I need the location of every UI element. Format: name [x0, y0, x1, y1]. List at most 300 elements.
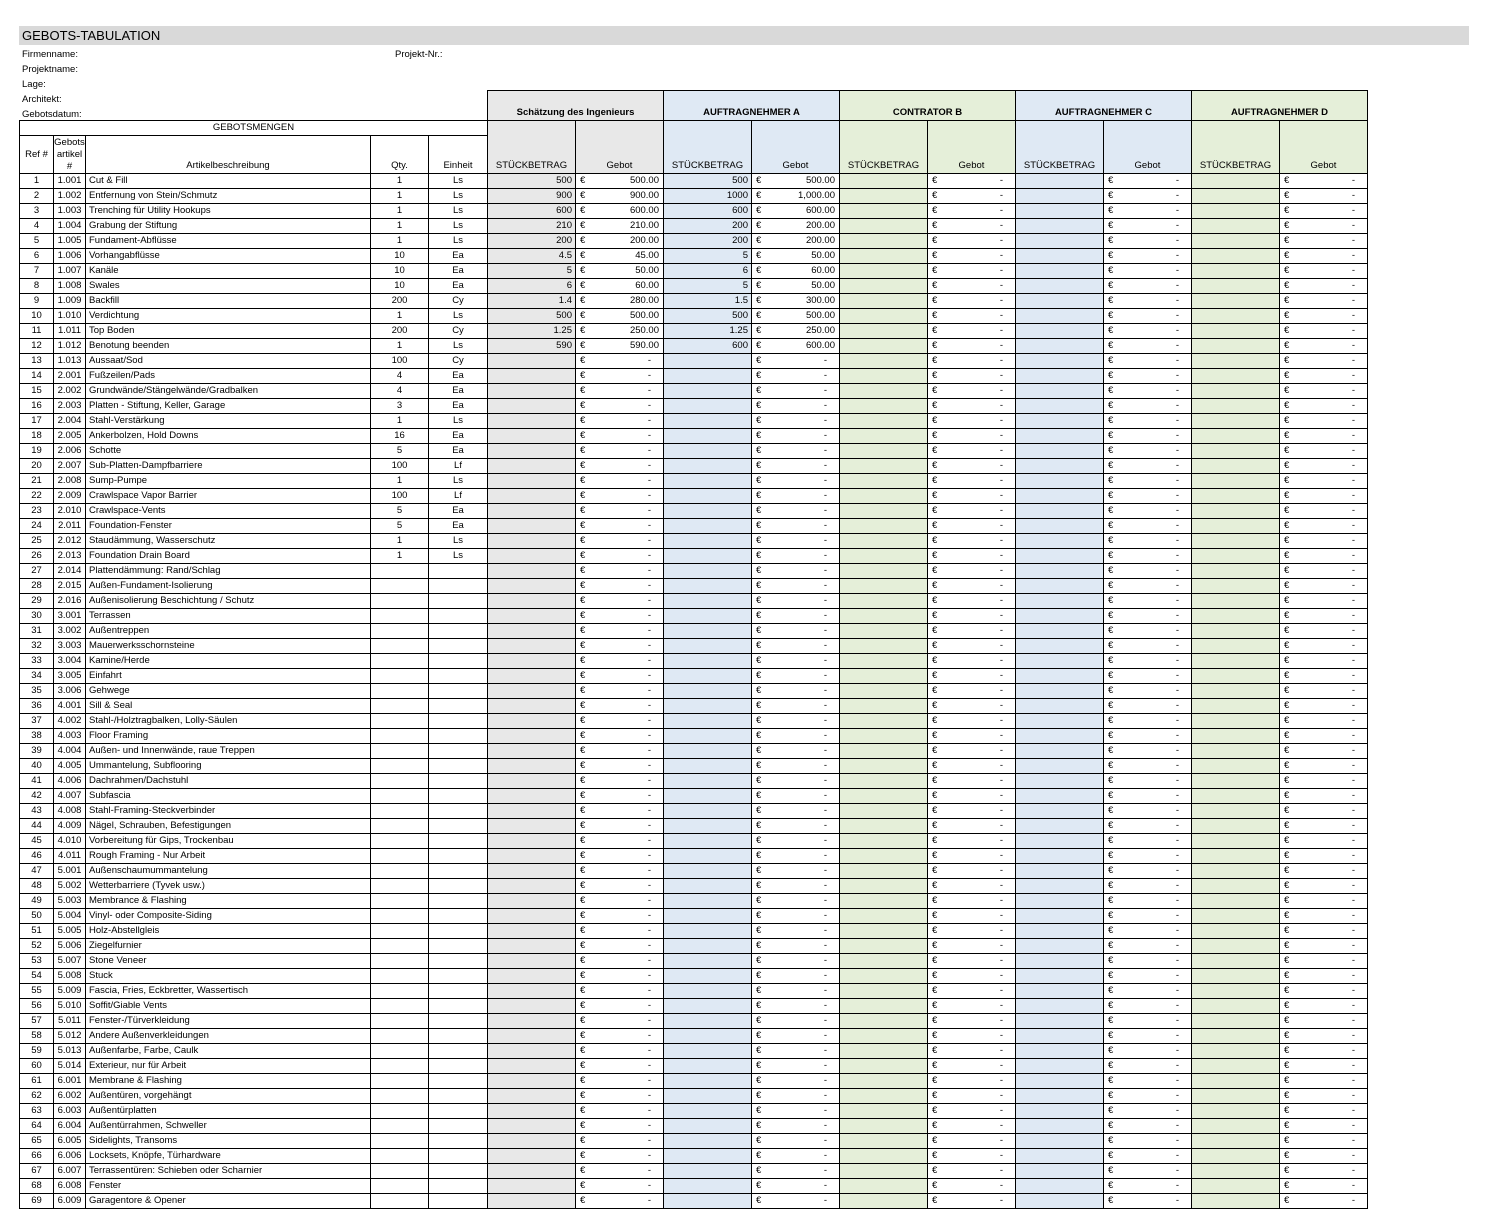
contractor-a-bid-cell[interactable]	[752, 1134, 840, 1149]
contractor-c-unit-price-cell[interactable]	[1016, 669, 1104, 684]
contractor-b-bid-cell[interactable]	[928, 324, 1016, 339]
item-no-cell[interactable]: 5.009	[54, 984, 86, 999]
contractor-b-bid-cell[interactable]	[928, 1119, 1016, 1134]
contractor-d-bid-cell[interactable]	[1280, 1149, 1368, 1164]
contractor-b-unit-price-cell[interactable]	[840, 1044, 928, 1059]
engineer-unit-price-cell[interactable]	[488, 1014, 576, 1029]
ref-cell[interactable]: 49	[20, 894, 54, 909]
contractor-a-unit-price-cell[interactable]	[664, 504, 752, 519]
ref-cell[interactable]: 7	[20, 264, 54, 279]
contractor-d-unit-price-cell[interactable]	[1192, 414, 1280, 429]
contractor-c-bid-cell[interactable]	[1104, 999, 1192, 1014]
unit-cell[interactable]	[429, 1014, 488, 1029]
contractor-c-bid-cell[interactable]	[1104, 564, 1192, 579]
contractor-a-bid-cell[interactable]	[752, 1194, 840, 1209]
contractor-b-bid-cell[interactable]	[928, 489, 1016, 504]
unit-cell[interactable]	[429, 1104, 488, 1119]
ref-cell[interactable]: 9	[20, 294, 54, 309]
unit-cell[interactable]	[429, 564, 488, 579]
contractor-d-bid-cell[interactable]	[1280, 189, 1368, 204]
contractor-b-unit-price-cell[interactable]	[840, 294, 928, 309]
contractor-a-bid-cell[interactable]	[752, 909, 840, 924]
unit-cell[interactable]: Cy	[429, 324, 488, 339]
contractor-c-unit-price-cell[interactable]	[1016, 594, 1104, 609]
contractor-d-unit-price-cell[interactable]	[1192, 309, 1280, 324]
contractor-a-unit-price-cell[interactable]	[664, 459, 752, 474]
contractor-c-bid-cell[interactable]	[1104, 189, 1192, 204]
contractor-c-bid-cell[interactable]	[1104, 1134, 1192, 1149]
unit-cell[interactable]: Ea	[429, 369, 488, 384]
ref-cell[interactable]: 28	[20, 579, 54, 594]
contractor-a-unit-price-cell[interactable]	[664, 369, 752, 384]
contractor-c-bid-cell[interactable]	[1104, 399, 1192, 414]
engineer-bid-cell[interactable]	[576, 594, 664, 609]
contractor-c-bid-cell[interactable]	[1104, 534, 1192, 549]
engineer-unit-price-cell[interactable]	[488, 1089, 576, 1104]
unit-cell[interactable]	[429, 699, 488, 714]
contractor-d-unit-price-cell[interactable]	[1192, 999, 1280, 1014]
description-cell[interactable]: Außen-Fundament-Isolierung	[86, 579, 371, 594]
contractor-b-bid-cell[interactable]	[928, 369, 1016, 384]
contractor-c-bid-cell[interactable]	[1104, 249, 1192, 264]
contractor-b-bid-cell[interactable]	[928, 1164, 1016, 1179]
description-cell[interactable]: Platten - Stiftung, Keller, Garage	[86, 399, 371, 414]
contractor-a-unit-price-cell[interactable]: 200	[664, 234, 752, 249]
contractor-c-unit-price-cell[interactable]	[1016, 324, 1104, 339]
contractor-c-bid-cell[interactable]	[1104, 894, 1192, 909]
engineer-bid-cell[interactable]	[576, 729, 664, 744]
contractor-d-bid-cell[interactable]	[1280, 429, 1368, 444]
engineer-unit-price-cell[interactable]	[488, 804, 576, 819]
contractor-b-bid-cell[interactable]	[928, 654, 1016, 669]
contractor-b-bid-cell[interactable]	[928, 924, 1016, 939]
qty-cell[interactable]: 1	[371, 219, 429, 234]
contractor-d-bid-cell[interactable]	[1280, 1089, 1368, 1104]
ref-cell[interactable]: 21	[20, 474, 54, 489]
engineer-bid-cell[interactable]	[576, 459, 664, 474]
contractor-b-bid-cell[interactable]	[928, 414, 1016, 429]
contractor-b-unit-price-cell[interactable]	[840, 594, 928, 609]
contractor-d-unit-price-cell[interactable]	[1192, 1089, 1280, 1104]
contractor-b-bid-cell[interactable]	[928, 429, 1016, 444]
contractor-a-unit-price-cell[interactable]	[664, 549, 752, 564]
item-no-cell[interactable]: 6.004	[54, 1119, 86, 1134]
contractor-c-bid-cell[interactable]	[1104, 1119, 1192, 1134]
contractor-b-bid-cell[interactable]	[928, 279, 1016, 294]
unit-cell[interactable]: Ea	[429, 384, 488, 399]
contractor-a-bid-cell[interactable]	[752, 489, 840, 504]
engineer-bid-cell[interactable]	[576, 399, 664, 414]
contractor-c-unit-price-cell[interactable]	[1016, 1194, 1104, 1209]
contractor-c-unit-price-cell[interactable]	[1016, 264, 1104, 279]
contractor-b-unit-price-cell[interactable]	[840, 669, 928, 684]
contractor-d-unit-price-cell[interactable]	[1192, 354, 1280, 369]
unit-cell[interactable]	[429, 879, 488, 894]
contractor-b-bid-cell[interactable]	[928, 384, 1016, 399]
qty-cell[interactable]: 1	[371, 234, 429, 249]
description-cell[interactable]: Foundation Drain Board	[86, 549, 371, 564]
contractor-d-unit-price-cell[interactable]	[1192, 549, 1280, 564]
unit-cell[interactable]: Ea	[429, 444, 488, 459]
unit-cell[interactable]	[429, 894, 488, 909]
unit-cell[interactable]	[429, 1134, 488, 1149]
contractor-d-bid-cell[interactable]	[1280, 444, 1368, 459]
contractor-d-unit-price-cell[interactable]	[1192, 879, 1280, 894]
contractor-c-unit-price-cell[interactable]	[1016, 1029, 1104, 1044]
contractor-d-bid-cell[interactable]	[1280, 909, 1368, 924]
engineer-unit-price-cell[interactable]	[488, 879, 576, 894]
item-no-cell[interactable]: 4.010	[54, 834, 86, 849]
engineer-bid-cell[interactable]	[576, 1104, 664, 1119]
contractor-c-bid-cell[interactable]	[1104, 639, 1192, 654]
contractor-c-unit-price-cell[interactable]	[1016, 294, 1104, 309]
item-no-cell[interactable]: 1.001	[54, 174, 86, 189]
contractor-b-unit-price-cell[interactable]	[840, 1014, 928, 1029]
description-cell[interactable]: Dachrahmen/Dachstuhl	[86, 774, 371, 789]
contractor-c-bid-cell[interactable]	[1104, 789, 1192, 804]
contractor-b-bid-cell[interactable]	[928, 1029, 1016, 1044]
contractor-d-bid-cell[interactable]	[1280, 414, 1368, 429]
contractor-b-unit-price-cell[interactable]	[840, 369, 928, 384]
engineer-bid-cell[interactable]	[576, 339, 664, 354]
contractor-a-bid-cell[interactable]	[752, 1104, 840, 1119]
contractor-a-unit-price-cell[interactable]: 600	[664, 339, 752, 354]
engineer-bid-cell[interactable]	[576, 789, 664, 804]
engineer-unit-price-cell[interactable]	[488, 1194, 576, 1209]
ref-cell[interactable]: 33	[20, 654, 54, 669]
unit-cell[interactable]	[429, 1179, 488, 1194]
qty-cell[interactable]	[371, 609, 429, 624]
ref-cell[interactable]: 16	[20, 399, 54, 414]
contractor-d-bid-cell[interactable]	[1280, 984, 1368, 999]
qty-cell[interactable]	[371, 939, 429, 954]
contractor-d-bid-cell[interactable]	[1280, 219, 1368, 234]
contractor-d-bid-cell[interactable]	[1280, 954, 1368, 969]
unit-cell[interactable]	[429, 864, 488, 879]
contractor-d-bid-cell[interactable]	[1280, 1104, 1368, 1119]
engineer-bid-cell[interactable]	[576, 639, 664, 654]
contractor-a-bid-cell[interactable]	[752, 924, 840, 939]
contractor-c-unit-price-cell[interactable]	[1016, 969, 1104, 984]
description-cell[interactable]: Nägel, Schrauben, Befestigungen	[86, 819, 371, 834]
contractor-a-unit-price-cell[interactable]	[664, 444, 752, 459]
contractor-c-bid-cell[interactable]	[1104, 474, 1192, 489]
contractor-c-unit-price-cell[interactable]	[1016, 879, 1104, 894]
qty-cell[interactable]	[371, 849, 429, 864]
contractor-b-bid-cell[interactable]	[928, 594, 1016, 609]
contractor-a-unit-price-cell[interactable]	[664, 609, 752, 624]
qty-cell[interactable]	[371, 1044, 429, 1059]
contractor-c-unit-price-cell[interactable]	[1016, 384, 1104, 399]
contractor-a-unit-price-cell[interactable]	[664, 414, 752, 429]
item-no-cell[interactable]: 2.005	[54, 429, 86, 444]
engineer-unit-price-cell[interactable]: 6	[488, 279, 576, 294]
contractor-b-bid-cell[interactable]	[928, 609, 1016, 624]
contractor-d-bid-cell[interactable]	[1280, 174, 1368, 189]
contractor-d-unit-price-cell[interactable]	[1192, 264, 1280, 279]
contractor-a-unit-price-cell[interactable]	[664, 474, 752, 489]
item-no-cell[interactable]: 4.007	[54, 789, 86, 804]
contractor-b-bid-cell[interactable]	[928, 264, 1016, 279]
ref-cell[interactable]: 62	[20, 1089, 54, 1104]
contractor-a-bid-cell[interactable]	[752, 309, 840, 324]
description-cell[interactable]: Andere Außenverkleidungen	[86, 1029, 371, 1044]
contractor-a-bid-cell[interactable]	[752, 1149, 840, 1164]
item-no-cell[interactable]: 5.014	[54, 1059, 86, 1074]
unit-cell[interactable]	[429, 1119, 488, 1134]
contractor-a-unit-price-cell[interactable]	[664, 354, 752, 369]
contractor-d-unit-price-cell[interactable]	[1192, 1014, 1280, 1029]
contractor-c-bid-cell[interactable]	[1104, 879, 1192, 894]
contractor-a-bid-cell[interactable]	[752, 1029, 840, 1044]
contractor-a-bid-cell[interactable]	[752, 264, 840, 279]
ref-cell[interactable]: 61	[20, 1074, 54, 1089]
contractor-c-bid-cell[interactable]	[1104, 1089, 1192, 1104]
engineer-unit-price-cell[interactable]	[488, 519, 576, 534]
contractor-c-bid-cell[interactable]	[1104, 519, 1192, 534]
engineer-unit-price-cell[interactable]: 590	[488, 339, 576, 354]
ref-cell[interactable]: 54	[20, 969, 54, 984]
contractor-d-bid-cell[interactable]	[1280, 324, 1368, 339]
ref-cell[interactable]: 23	[20, 504, 54, 519]
contractor-c-bid-cell[interactable]	[1104, 594, 1192, 609]
qty-cell[interactable]	[371, 999, 429, 1014]
ref-cell[interactable]: 30	[20, 609, 54, 624]
contractor-d-unit-price-cell[interactable]	[1192, 774, 1280, 789]
item-no-cell[interactable]: 5.007	[54, 954, 86, 969]
item-no-cell[interactable]: 4.009	[54, 819, 86, 834]
engineer-unit-price-cell[interactable]	[488, 894, 576, 909]
contractor-a-unit-price-cell[interactable]	[664, 894, 752, 909]
engineer-bid-cell[interactable]	[576, 609, 664, 624]
contractor-c-bid-cell[interactable]	[1104, 1164, 1192, 1179]
contractor-a-bid-cell[interactable]	[752, 1164, 840, 1179]
contractor-d-unit-price-cell[interactable]	[1192, 234, 1280, 249]
contractor-c-unit-price-cell[interactable]	[1016, 279, 1104, 294]
engineer-unit-price-cell[interactable]	[488, 1074, 576, 1089]
engineer-unit-price-cell[interactable]	[488, 789, 576, 804]
description-cell[interactable]: Ziegelfurnier	[86, 939, 371, 954]
contractor-c-unit-price-cell[interactable]	[1016, 744, 1104, 759]
contractor-a-unit-price-cell[interactable]: 500	[664, 309, 752, 324]
contractor-a-unit-price-cell[interactable]	[664, 1074, 752, 1089]
contractor-c-unit-price-cell[interactable]	[1016, 519, 1104, 534]
engineer-unit-price-cell[interactable]	[488, 654, 576, 669]
description-cell[interactable]: Terrassentüren: Schieben oder Scharnier	[86, 1164, 371, 1179]
contractor-a-unit-price-cell[interactable]	[664, 1194, 752, 1209]
engineer-unit-price-cell[interactable]: 500	[488, 309, 576, 324]
ref-cell[interactable]: 68	[20, 1179, 54, 1194]
contractor-c-unit-price-cell[interactable]	[1016, 939, 1104, 954]
contractor-b-unit-price-cell[interactable]	[840, 204, 928, 219]
engineer-unit-price-cell[interactable]	[488, 1029, 576, 1044]
contractor-a-bid-cell[interactable]	[752, 849, 840, 864]
contractor-c-bid-cell[interactable]	[1104, 1074, 1192, 1089]
contractor-c-unit-price-cell[interactable]	[1016, 834, 1104, 849]
engineer-unit-price-cell[interactable]	[488, 354, 576, 369]
description-cell[interactable]: Garagentore & Opener	[86, 1194, 371, 1209]
contractor-b-unit-price-cell[interactable]	[840, 519, 928, 534]
contractor-b-bid-cell[interactable]	[928, 1134, 1016, 1149]
contractor-a-unit-price-cell[interactable]	[664, 759, 752, 774]
qty-cell[interactable]	[371, 624, 429, 639]
contractor-d-bid-cell[interactable]	[1280, 309, 1368, 324]
contractor-a-unit-price-cell[interactable]	[664, 1179, 752, 1194]
contractor-a-unit-price-cell[interactable]	[664, 624, 752, 639]
contractor-d-bid-cell[interactable]	[1280, 849, 1368, 864]
item-no-cell[interactable]: 2.014	[54, 564, 86, 579]
contractor-b-bid-cell[interactable]	[928, 744, 1016, 759]
contractor-a-unit-price-cell[interactable]: 5	[664, 249, 752, 264]
contractor-a-unit-price-cell[interactable]: 1000	[664, 189, 752, 204]
contractor-b-bid-cell[interactable]	[928, 354, 1016, 369]
unit-cell[interactable]	[429, 654, 488, 669]
contractor-c-unit-price-cell[interactable]	[1016, 654, 1104, 669]
ref-cell[interactable]: 11	[20, 324, 54, 339]
engineer-unit-price-cell[interactable]	[488, 714, 576, 729]
contractor-d-unit-price-cell[interactable]	[1192, 624, 1280, 639]
contractor-a-bid-cell[interactable]	[752, 324, 840, 339]
engineer-bid-cell[interactable]	[576, 189, 664, 204]
contractor-d-bid-cell[interactable]	[1280, 1014, 1368, 1029]
contractor-d-bid-cell[interactable]	[1280, 864, 1368, 879]
contractor-c-unit-price-cell[interactable]	[1016, 1149, 1104, 1164]
contractor-c-unit-price-cell[interactable]	[1016, 444, 1104, 459]
engineer-unit-price-cell[interactable]	[488, 954, 576, 969]
ref-cell[interactable]: 35	[20, 684, 54, 699]
contractor-b-bid-cell[interactable]	[928, 804, 1016, 819]
contractor-b-bid-cell[interactable]	[928, 819, 1016, 834]
contractor-a-unit-price-cell[interactable]	[664, 579, 752, 594]
contractor-d-unit-price-cell[interactable]	[1192, 669, 1280, 684]
qty-cell[interactable]: 200	[371, 294, 429, 309]
ref-cell[interactable]: 17	[20, 414, 54, 429]
item-no-cell[interactable]: 5.006	[54, 939, 86, 954]
qty-cell[interactable]: 100	[371, 459, 429, 474]
contractor-b-bid-cell[interactable]	[928, 684, 1016, 699]
contractor-a-bid-cell[interactable]	[752, 744, 840, 759]
contractor-a-unit-price-cell[interactable]	[664, 1119, 752, 1134]
unit-cell[interactable]	[429, 1074, 488, 1089]
contractor-a-unit-price-cell[interactable]	[664, 684, 752, 699]
contractor-b-bid-cell[interactable]	[928, 1149, 1016, 1164]
contractor-b-unit-price-cell[interactable]	[840, 894, 928, 909]
description-cell[interactable]: Ummantelung, Subflooring	[86, 759, 371, 774]
item-no-cell[interactable]: 2.004	[54, 414, 86, 429]
engineer-unit-price-cell[interactable]: 1.25	[488, 324, 576, 339]
qty-cell[interactable]	[371, 1179, 429, 1194]
contractor-c-unit-price-cell[interactable]	[1016, 1119, 1104, 1134]
qty-cell[interactable]	[371, 1134, 429, 1149]
contractor-a-unit-price-cell[interactable]	[664, 699, 752, 714]
contractor-d-bid-cell[interactable]	[1280, 969, 1368, 984]
contractor-a-bid-cell[interactable]	[752, 474, 840, 489]
unit-cell[interactable]: Lf	[429, 489, 488, 504]
unit-cell[interactable]: Ea	[429, 249, 488, 264]
ref-cell[interactable]: 1	[20, 174, 54, 189]
item-no-cell[interactable]: 2.015	[54, 579, 86, 594]
item-no-cell[interactable]: 2.012	[54, 534, 86, 549]
contractor-d-bid-cell[interactable]	[1280, 474, 1368, 489]
description-cell[interactable]: Fenster-/Türverkleidung	[86, 1014, 371, 1029]
engineer-bid-cell[interactable]	[576, 804, 664, 819]
ref-cell[interactable]: 2	[20, 189, 54, 204]
contractor-b-unit-price-cell[interactable]	[840, 1089, 928, 1104]
contractor-a-unit-price-cell[interactable]	[664, 729, 752, 744]
contractor-b-unit-price-cell[interactable]	[840, 234, 928, 249]
engineer-unit-price-cell[interactable]: 4.5	[488, 249, 576, 264]
unit-cell[interactable]	[429, 744, 488, 759]
description-cell[interactable]: Einfahrt	[86, 669, 371, 684]
contractor-a-bid-cell[interactable]	[752, 219, 840, 234]
contractor-a-bid-cell[interactable]	[752, 759, 840, 774]
ref-cell[interactable]: 63	[20, 1104, 54, 1119]
qty-cell[interactable]: 10	[371, 279, 429, 294]
engineer-bid-cell[interactable]	[576, 1044, 664, 1059]
contractor-d-unit-price-cell[interactable]	[1192, 939, 1280, 954]
contractor-d-unit-price-cell[interactable]	[1192, 594, 1280, 609]
engineer-bid-cell[interactable]	[576, 429, 664, 444]
engineer-bid-cell[interactable]	[576, 369, 664, 384]
contractor-a-bid-cell[interactable]	[752, 549, 840, 564]
contractor-b-unit-price-cell[interactable]	[840, 249, 928, 264]
contractor-b-unit-price-cell[interactable]	[840, 1164, 928, 1179]
unit-cell[interactable]	[429, 999, 488, 1014]
engineer-unit-price-cell[interactable]	[488, 969, 576, 984]
engineer-bid-cell[interactable]	[576, 519, 664, 534]
engineer-bid-cell[interactable]	[576, 909, 664, 924]
contractor-c-bid-cell[interactable]	[1104, 504, 1192, 519]
item-no-cell[interactable]: 3.004	[54, 654, 86, 669]
contractor-a-bid-cell[interactable]	[752, 819, 840, 834]
contractor-a-bid-cell[interactable]	[752, 189, 840, 204]
contractor-d-unit-price-cell[interactable]	[1192, 1194, 1280, 1209]
contractor-d-unit-price-cell[interactable]	[1192, 174, 1280, 189]
contractor-d-bid-cell[interactable]	[1280, 294, 1368, 309]
description-cell[interactable]: Fundament-Abflüsse	[86, 234, 371, 249]
description-cell[interactable]: Foundation-Fenster	[86, 519, 371, 534]
contractor-c-unit-price-cell[interactable]	[1016, 1014, 1104, 1029]
engineer-unit-price-cell[interactable]	[488, 594, 576, 609]
contractor-d-unit-price-cell[interactable]	[1192, 849, 1280, 864]
contractor-d-unit-price-cell[interactable]	[1192, 534, 1280, 549]
item-no-cell[interactable]: 3.003	[54, 639, 86, 654]
engineer-bid-cell[interactable]	[576, 564, 664, 579]
ref-cell[interactable]: 29	[20, 594, 54, 609]
unit-cell[interactable]	[429, 969, 488, 984]
contractor-a-bid-cell[interactable]	[752, 429, 840, 444]
contractor-b-bid-cell[interactable]	[928, 204, 1016, 219]
qty-cell[interactable]: 5	[371, 504, 429, 519]
contractor-b-unit-price-cell[interactable]	[840, 354, 928, 369]
item-no-cell[interactable]: 5.005	[54, 924, 86, 939]
unit-cell[interactable]	[429, 849, 488, 864]
engineer-unit-price-cell[interactable]	[488, 699, 576, 714]
contractor-c-unit-price-cell[interactable]	[1016, 249, 1104, 264]
contractor-b-unit-price-cell[interactable]	[840, 1179, 928, 1194]
engineer-unit-price-cell[interactable]	[488, 924, 576, 939]
contractor-b-unit-price-cell[interactable]	[840, 804, 928, 819]
contractor-a-bid-cell[interactable]	[752, 234, 840, 249]
contractor-a-bid-cell[interactable]	[752, 369, 840, 384]
contractor-b-unit-price-cell[interactable]	[840, 1194, 928, 1209]
engineer-bid-cell[interactable]	[576, 234, 664, 249]
contractor-b-bid-cell[interactable]	[928, 714, 1016, 729]
contractor-d-unit-price-cell[interactable]	[1192, 984, 1280, 999]
contractor-d-unit-price-cell[interactable]	[1192, 819, 1280, 834]
item-no-cell[interactable]: 6.003	[54, 1104, 86, 1119]
contractor-a-unit-price-cell[interactable]	[664, 969, 752, 984]
